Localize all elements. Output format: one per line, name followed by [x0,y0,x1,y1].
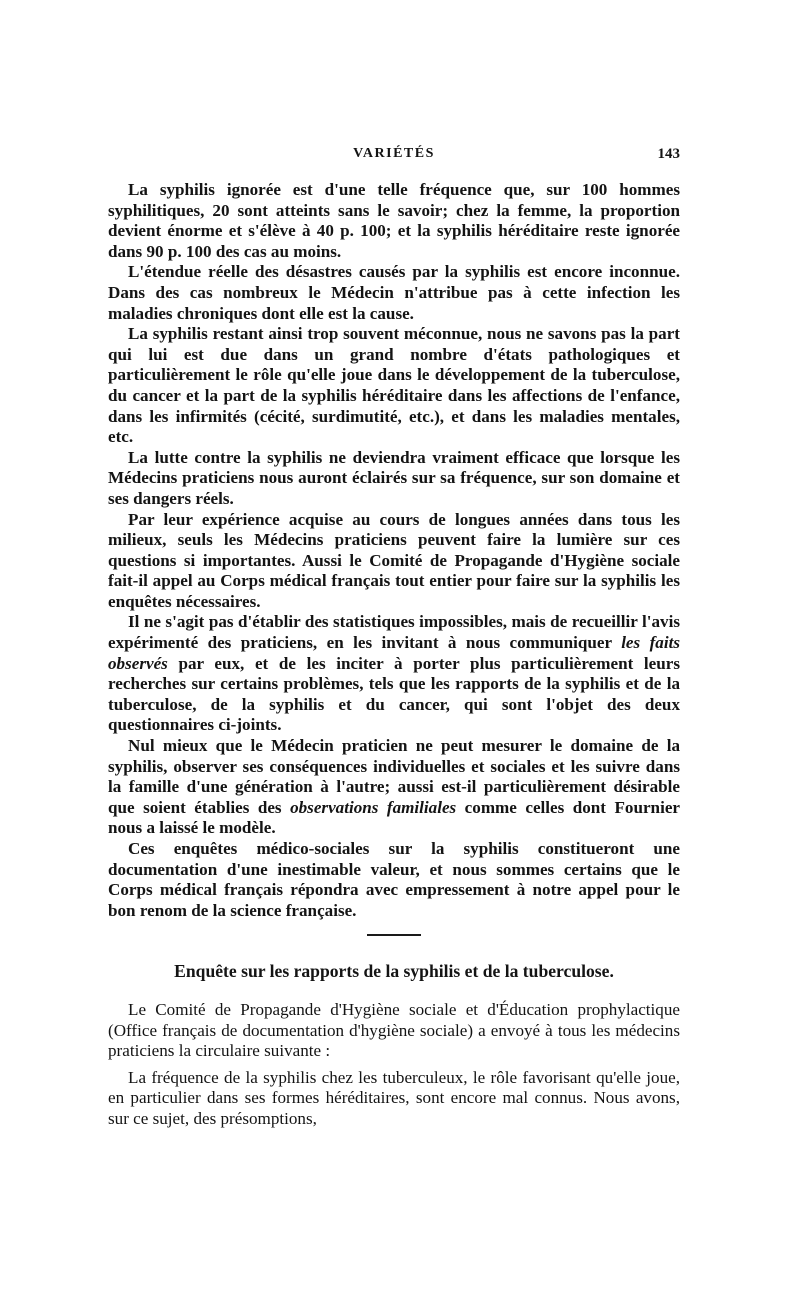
paragraph: La syphilis restant ainsi trop souvent méconnue, nous ne savons pas la part qui lui est due dans un grand nombre d'états pathologiques et particulièrement le rôle qu'elle joue dans le développement de la tuberculose, du cancer et la part de la syphilis héréditaire dans les affections de l'enfance, dans les infirmités (cécité, surdimutité, etc.), et dans les maladies mentales, etc. [108,324,680,447]
paragraph: L'étendue réelle des désastres causés par la syphilis est encore inconnue. Dans des cas nombreux le Médecin n'attribue pas à cette infection les maladies chroniques dont elle est la cause. [108,262,680,323]
running-head [108,142,680,166]
emphasis-text: observations familiales [290,797,457,817]
paragraph-text: comme celles dont Fournier nous a laissé le modèle. [108,797,680,838]
paragraph: Le Comité de Propagande d'Hygiène sociale et d'Éducation prophylactique (Office français de documentation d'hygiène sociale) a envoyé à tous les médecins praticiens la circulaire suivante : [108,1000,680,1061]
section-heading: Enquête sur les rapports de la syphilis et de la tuberculose. [174,961,614,981]
running-title: VARIÉTÉS [353,146,435,161]
section-divider [367,934,421,936]
paragraph-text: par eux, et de les inciter à porter plus particulièrement leurs recherches sur certains problèmes, tels que les rapports de la syphilis et de la tuberculose, de la syphilis et du cancer, qui sont l'objet des deux questionnaires ci-joints. [108,653,680,735]
paragraph: La syphilis ignorée est d'une telle fréquence que, sur 100 hommes syphilitiques, 20 sont atteints sans le savoir; chez la femme, la proportion devient énorme et s'élève à 40 p. 100; et la syphilis héréditaire reste ignorée dans 90 p. 100 des cas au moins. [108,180,680,261]
paragraph: Ces enquêtes médico-sociales sur la syphilis constitueront une documentation d'une inestimable valeur, et nous sommes certains que le Corps médical français répondra avec empressement à notre appel pour le bon renom de la science française. [108,839,680,920]
paragraph [108,736,680,839]
emphasis-text: les faits observés [108,633,680,673]
paragraph [108,612,680,736]
paragraph-text: Nul mieux que le Médecin praticien ne peut mesurer le domaine de la syphilis, observer ses conséquences individuelles et sociales et les suivre dans la famille d'une génération à l'autre; aussi est-il particulièrement désirable que soient établies des [108,736,680,817]
article-body [108,180,680,921]
section-body [108,1000,680,1136]
paragraph: La fréquence de la syphilis chez les tuberculeux, le rôle favorisant qu'elle joue, en particulier dans ses formes héréditaires, sont encore mal connus. Nous avons, sur ce sujet, des présomptions, [108,1067,680,1128]
paragraph-text: Il ne s'agit pas d'établir des statistiques impossibles, mais de recueillir l'avis expérimenté des praticiens, en les invitant à nous communiquer [108,612,680,653]
paragraph: La lutte contre la syphilis ne deviendra vraiment efficace que lorsque les Médecins praticiens nous auront éclairés sur sa fréquence, sur son domaine et ses dangers réels. [108,447,680,508]
page-number: 143 [657,146,680,162]
paragraph: Par leur expérience acquise au cours de longues années dans tous les milieux, seuls les Médecins praticiens peuvent faire la lumière sur ces questions si importantes. Aussi le Comité de Propagande d'Hygiène sociale fait-il appel au Corps médical français tout entier pour faire sur la syphilis les enquêtes nécessaires. [108,509,680,611]
